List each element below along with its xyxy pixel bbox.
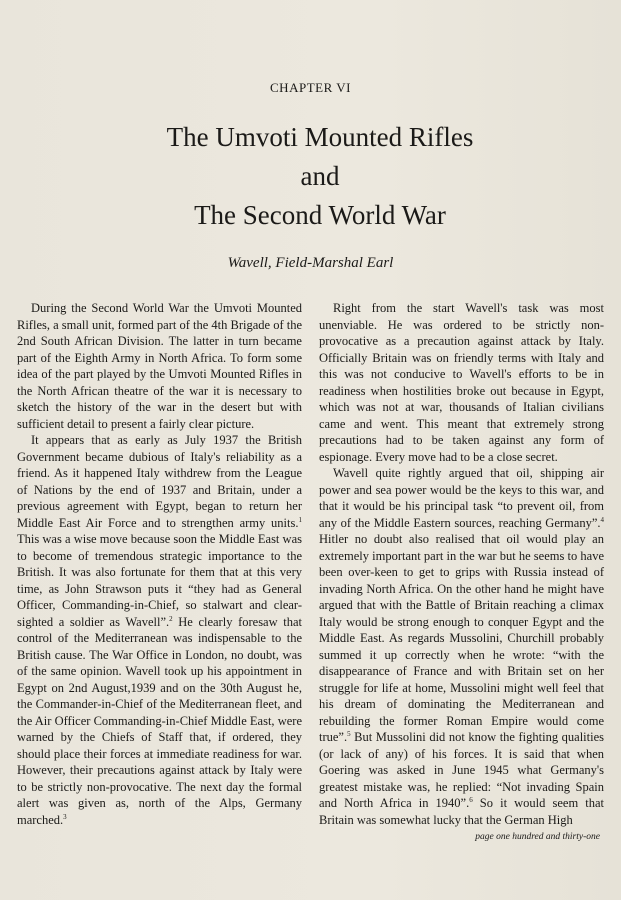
left-column xyxy=(17,300,302,828)
footnote-marker: 1 xyxy=(298,515,302,524)
page-number-footer: page one hundred and thirty-one xyxy=(475,832,600,842)
footnote-marker: 6 xyxy=(469,795,473,804)
chapter-title-line-3: The Second World War xyxy=(194,200,446,230)
paragraph-text: It appears that as early as July 1937 the British Government became dubious of Italy's reliability as a friend. As it happened Italy withdrew from the League of Nations by the end of 1937 and Britain, under a previous agreement with Egypt, began to return her Middle East Air Force and to strengthen army units. xyxy=(17,433,302,530)
footnote-marker: 2 xyxy=(169,614,173,623)
footnote-marker: 4 xyxy=(600,515,604,524)
chapter-title xyxy=(60,118,580,235)
paragraph-text: So it would seem that Britain was somewhat lucky that the German High xyxy=(319,796,605,827)
paragraph-text: He clearly foresaw that control of the Mediterranean was indispensable to the British cause. The War Office in London, no doubt, was of the same opinion. Wavell took up his appointment in Egypt on 2nd August,1939 and on the 30th August he, the Commander-in-Chief of the Mediterranean fleet, and the Air Officer Commanding-in-Chief Middle East, were warned by the Chiefs of Staff that, if ordered, they should place their forces at immediate readiness for war. However, their precautions against attack by Italy were to be strictly non-provocative. The next day the formal alert was given as, north of the Alps, Germany marched. xyxy=(17,614,302,827)
paragraph-text: Hitler no doubt also realised that oil would play an extremely important part in the war but he seems to have been over-keen to get to grips with Russia instead of invading North Africa. On the other hand he might have argued that with the Battle of Britain reaching a climax Italy would be strong enough to conquer Egypt and the Middle East. As regards Mussolini, Churchill probably summed it up correctly when he wrote: “with the disappearance of France and with Britain set on her struggle for life at home, Mussolini might well feel that his dream of dominating the Mediterranean and rebuilding the former Roman Empire would come true”. xyxy=(319,532,604,744)
paragraph xyxy=(319,465,604,828)
footnote-marker: 5 xyxy=(347,729,351,738)
paragraph-text: Wavell quite rightly argued that oil, shipping air power and sea power would be the keys to this war, and that it would be his principal task “to prevent oil, from any of the Middle Eastern sources, reaching Germany”. xyxy=(319,466,604,530)
paragraph-text: But Mussolini did not know the fighting qualities (or lack of any) of his forces. It is said that when Goering was asked in June 1945 what Germany's greatest mistake was, he replied: “Not invading Spain and North Africa in 1940”. xyxy=(319,730,604,810)
right-column xyxy=(319,300,604,828)
chapter-title-line-1: The Umvoti Mounted Rifles xyxy=(166,122,474,152)
chapter-subtitle: Wavell, Field-Marshal Earl xyxy=(227,255,394,271)
chapter-label: CHAPTER VI xyxy=(270,80,351,95)
paragraph-text: This was a wise move because soon the Middle East was to become of tremendous strategic importance to the British. It was also fortunate for them that at this very time, as John Strawson puts it “they had as General Officer, Commanding-in-Chief, so stalwart and clear-sighted a soldier as Wavell”. xyxy=(17,532,302,629)
chapter-title-line-2: and xyxy=(300,161,340,191)
paragraph xyxy=(17,432,302,828)
paragraph: During the Second World War the Umvoti Mounted Rifles, a small unit, formed part of the 4th Brigade of the 2nd South African Division. The latter in turn became part of the Eighth Army in North Africa. To form some idea of the part played by the Umvoti Mounted Rifles in the North African theatre of the war it is necessary to sketch the history of the war in the desert but with sufficient detail to present a fairly clear picture. xyxy=(17,301,302,431)
footnote-marker: 3 xyxy=(63,812,67,821)
paragraph: Right from the start Wavell's task was most unenviable. He was ordered to be strictly non-provocative as a precaution against attack by Italy. Officially Britain was on friendly terms with Italy and this was not conducive to Wavell's efforts to be in readiness when hostilities broke out because in Egypt, which was not at war, thousands of Italian civilians came and went. This meant that extremely strong precautions had to be taken against any form of espionage. Every move had to be a close secret. xyxy=(319,301,604,464)
